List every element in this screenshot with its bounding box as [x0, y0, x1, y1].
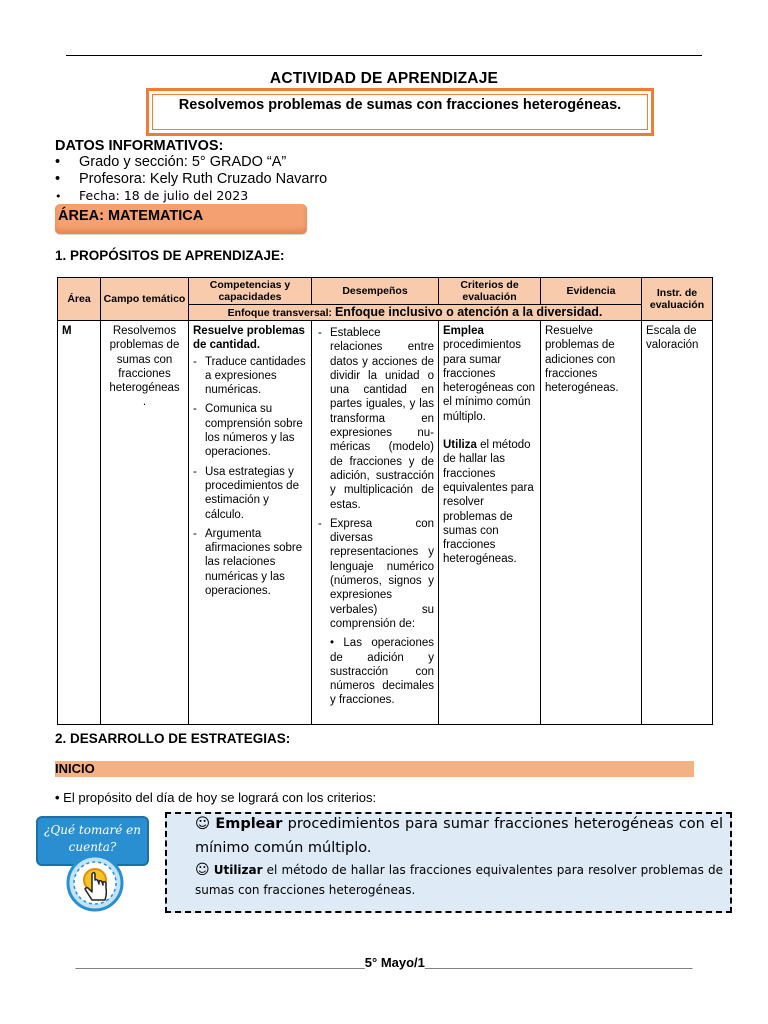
- datos-item: • Fecha: 18 de julio del 2023: [55, 188, 249, 203]
- cell-competencias: [189, 321, 312, 725]
- competencia-title: Resuelve problemas de cantidad.: [193, 325, 305, 352]
- hand-pointer-icon: [64, 852, 126, 914]
- page-footer: ________________________________________5° Mayo/1_____________________________________: [75, 955, 693, 970]
- page-title: ACTIVIDAD DE APRENDIZAJE: [269, 70, 499, 87]
- inicio-label: INICIO: [55, 761, 95, 776]
- criteria-1: ☺ Emplear procedimientos para sumar fracciones heterogéneas con el mínimo común múltiplo.: [195, 816, 723, 856]
- cell-campo: Resolvemos problemas de sumas con fracciones heterogéneas .: [101, 321, 189, 725]
- header-instr: Instr. de evaluación: [642, 278, 713, 321]
- header-campo: Campo temático: [101, 278, 189, 321]
- bullet-icon: •: [55, 790, 64, 805]
- cell-instr: Escala de valoración: [642, 321, 713, 725]
- cell-desempenos: [312, 321, 439, 725]
- cell-evidencia: Resuelve problemas de adiciones con fracciones heterogéneas.: [541, 321, 642, 725]
- enfoque-row: Enfoque transversal: Enfoque inclusivo o atención a la diversidad.: [189, 305, 642, 321]
- section-proposito-title: 1. PROPÓSITOS DE APRENDIZAJE:: [55, 248, 285, 263]
- list-item: - Expresa con diversas representaciones y lenguaje numérico (números, signos y expresiones verbales) su comprensión de:: [318, 517, 434, 631]
- list-item: - Usa estrategias y procedimientos de estimación y cálculo.: [193, 465, 307, 522]
- desempeno-subitem: • Las operaciones de adición y sustracción con números decimales y fracciones.: [330, 637, 434, 707]
- cell-criterios: [439, 321, 541, 725]
- list-item: - Argumenta afirmaciones sobre las relaciones numéricas y las operaciones.: [193, 527, 307, 598]
- top-rule: [66, 55, 702, 56]
- header-evidencia: Evidencia: [541, 278, 642, 305]
- section-estrategias-title: 2. DESARROLLO DE ESTRATEGIAS:: [55, 731, 291, 746]
- activity-subtitle: Resolvemos problemas de sumas con fracciones heterogéneas.: [178, 97, 622, 113]
- datos-item: • Profesora: Kely Ruth Cruzado Navarro: [55, 171, 328, 187]
- capacidades-list: [193, 355, 307, 599]
- inicio-banner: [55, 761, 694, 777]
- list-item: - Traduce cantidades a expresiones numéricas.: [193, 355, 307, 398]
- proposito-line: • El propósito del día de hoy se logrará con los criterios:: [55, 790, 377, 805]
- criteria-2: ☺ Utilizar el método de hallar las fracciones equivalentes para resolver problemas de sumas con fracciones heterogéneas.: [195, 862, 723, 897]
- list-item: - Establece relaciones entre datos y acciones de dividir la unidad o una cantidad en partes iguales, y las transforma en expresiones nu-méricas (modelo) de fracciones y de adición, sustracción y multiplicación de estas.: [318, 326, 434, 512]
- area-label: ÁREA: MATEMATICA: [58, 208, 204, 224]
- cell-area: M: [58, 321, 101, 725]
- criterio-1: Emplea procedimientos para sumar fracciones heterogéneas con el mínimo común múltiplo.: [443, 325, 536, 423]
- header-desempenos: Desempeños: [312, 278, 439, 305]
- header-criterios: Criterios de evaluación: [439, 278, 541, 305]
- learning-purpose-table: [57, 277, 713, 725]
- list-item: - Comunica su comprensión sobre los números y las operaciones.: [193, 402, 307, 459]
- criterio-2: Utiliza el método de hallar las fracciones equivalentes para resolver problemas de sumas con fracciones heterogéneas.: [443, 439, 534, 566]
- datos-item: • Grado y sección: 5° GRADO “A”: [55, 154, 287, 170]
- datos-heading: DATOS INFORMATIVOS:: [55, 138, 224, 154]
- smiley-icon: ☺: [195, 816, 211, 832]
- smiley-icon: ☺: [195, 862, 210, 878]
- header-area: Área: [58, 278, 101, 321]
- desempenos-list: [318, 326, 434, 631]
- badge-text: ¿Qué tomaré en cuenta?: [44, 823, 141, 854]
- header-competencias: Competencias y capacidades: [189, 278, 312, 305]
